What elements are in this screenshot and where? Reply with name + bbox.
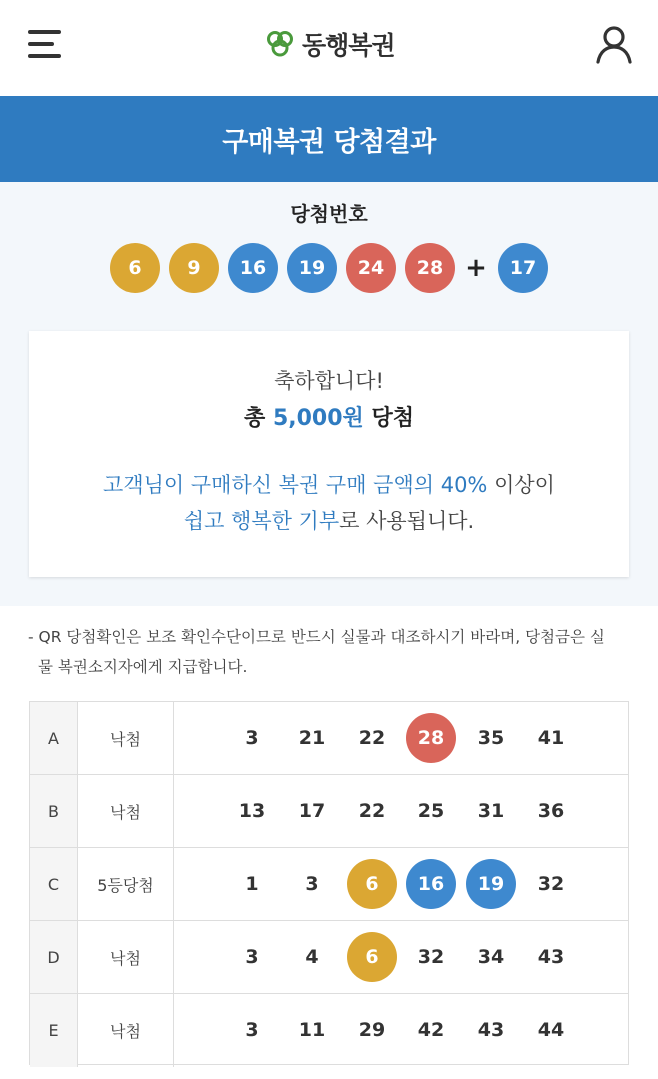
game-row bbox=[30, 775, 628, 848]
game-number: 21 bbox=[298, 727, 326, 749]
matched-number-ball: 19 bbox=[466, 859, 516, 909]
game-number: 31 bbox=[477, 800, 505, 822]
game-number: 36 bbox=[537, 800, 565, 822]
game-number: 32 bbox=[537, 873, 565, 895]
game-number: 43 bbox=[537, 946, 565, 968]
game-row bbox=[30, 994, 628, 1067]
game-result: 낙첨 bbox=[78, 702, 174, 774]
game-number: 32 bbox=[417, 946, 445, 968]
total-prize bbox=[29, 401, 629, 432]
winning-ball: 19 bbox=[287, 243, 337, 293]
qr-notice bbox=[28, 622, 634, 682]
game-number: 17 bbox=[298, 800, 326, 822]
game-number: 3 bbox=[245, 1019, 259, 1041]
app-header bbox=[0, 0, 658, 96]
winning-numbers-section bbox=[0, 182, 658, 606]
winning-numbers-label: 당첨번호 bbox=[290, 202, 368, 226]
game-row bbox=[30, 848, 628, 921]
game-number: 4 bbox=[305, 946, 319, 968]
winning-ball: 6 bbox=[110, 243, 160, 293]
game-id: B bbox=[30, 775, 78, 847]
game-number: 25 bbox=[417, 800, 445, 822]
game-number: 3 bbox=[305, 873, 319, 895]
game-number: 22 bbox=[358, 727, 386, 749]
total-prefix: 총 bbox=[244, 406, 273, 431]
donation-text: 이상이 bbox=[487, 473, 555, 497]
matched-number-ball: 6 bbox=[347, 932, 397, 982]
game-number: 1 bbox=[245, 873, 259, 895]
matched-number-ball: 28 bbox=[406, 713, 456, 763]
hamburger-menu-icon[interactable] bbox=[28, 28, 64, 60]
total-amount: 5,000원 bbox=[272, 406, 364, 431]
game-number: 11 bbox=[298, 1019, 326, 1041]
game-number: 35 bbox=[477, 727, 505, 749]
game-number: 34 bbox=[477, 946, 505, 968]
game-number: 3 bbox=[245, 946, 259, 968]
donation-highlight: 쉽고 행복한 기부 bbox=[183, 509, 340, 533]
clover-logo-icon bbox=[264, 28, 296, 60]
game-row bbox=[30, 702, 628, 775]
game-id: D bbox=[30, 921, 78, 993]
game-number: 44 bbox=[537, 1019, 565, 1041]
winning-ball: 16 bbox=[228, 243, 278, 293]
bonus-plus-sign: + bbox=[465, 253, 487, 283]
bonus-ball: 17 bbox=[498, 243, 548, 293]
games-table bbox=[29, 701, 629, 1065]
donation-text: 로 사용됩니다. bbox=[339, 509, 475, 533]
game-id: C bbox=[30, 848, 78, 920]
game-number: 42 bbox=[417, 1019, 445, 1041]
logo[interactable] bbox=[264, 26, 395, 62]
game-number: 41 bbox=[537, 727, 565, 749]
game-row bbox=[30, 921, 628, 994]
donation-highlight: 고객님이 구매하신 복권 구매 금액의 40% bbox=[103, 473, 488, 497]
user-icon[interactable] bbox=[594, 24, 634, 64]
game-result: 낙첨 bbox=[78, 921, 174, 993]
page-title-bar bbox=[0, 96, 658, 182]
winning-ball: 28 bbox=[405, 243, 455, 293]
matched-number-ball: 16 bbox=[406, 859, 456, 909]
logo-text: 동행복권 bbox=[302, 31, 395, 60]
result-card bbox=[29, 331, 629, 577]
game-id: A bbox=[30, 702, 78, 774]
matched-number-ball: 6 bbox=[347, 859, 397, 909]
game-number: 29 bbox=[358, 1019, 386, 1041]
game-number: 3 bbox=[245, 727, 259, 749]
donation-message-line1 bbox=[29, 469, 629, 499]
game-number: 13 bbox=[238, 800, 266, 822]
congrats-text: 축하합니다! bbox=[274, 369, 384, 393]
notice-line1: - QR 당첨확인은 보조 확인수단이므로 반드시 실물과 대조하시기 바라며, 당첨금은 실 bbox=[28, 628, 605, 646]
winning-ball: 24 bbox=[346, 243, 396, 293]
game-result: 낙첨 bbox=[78, 994, 174, 1067]
notice-line2: 물 복권소지자에게 지급합니다. bbox=[38, 658, 248, 676]
donation-message-line2 bbox=[29, 505, 629, 535]
total-suffix: 당첨 bbox=[363, 406, 414, 431]
game-id: E bbox=[30, 994, 78, 1067]
game-result: 5등당첨 bbox=[78, 848, 174, 920]
game-number: 22 bbox=[358, 800, 386, 822]
winning-ball: 9 bbox=[169, 243, 219, 293]
game-number: 43 bbox=[477, 1019, 505, 1041]
page-title: 구매복권 당첨결과 bbox=[222, 126, 436, 158]
game-result: 낙첨 bbox=[78, 775, 174, 847]
